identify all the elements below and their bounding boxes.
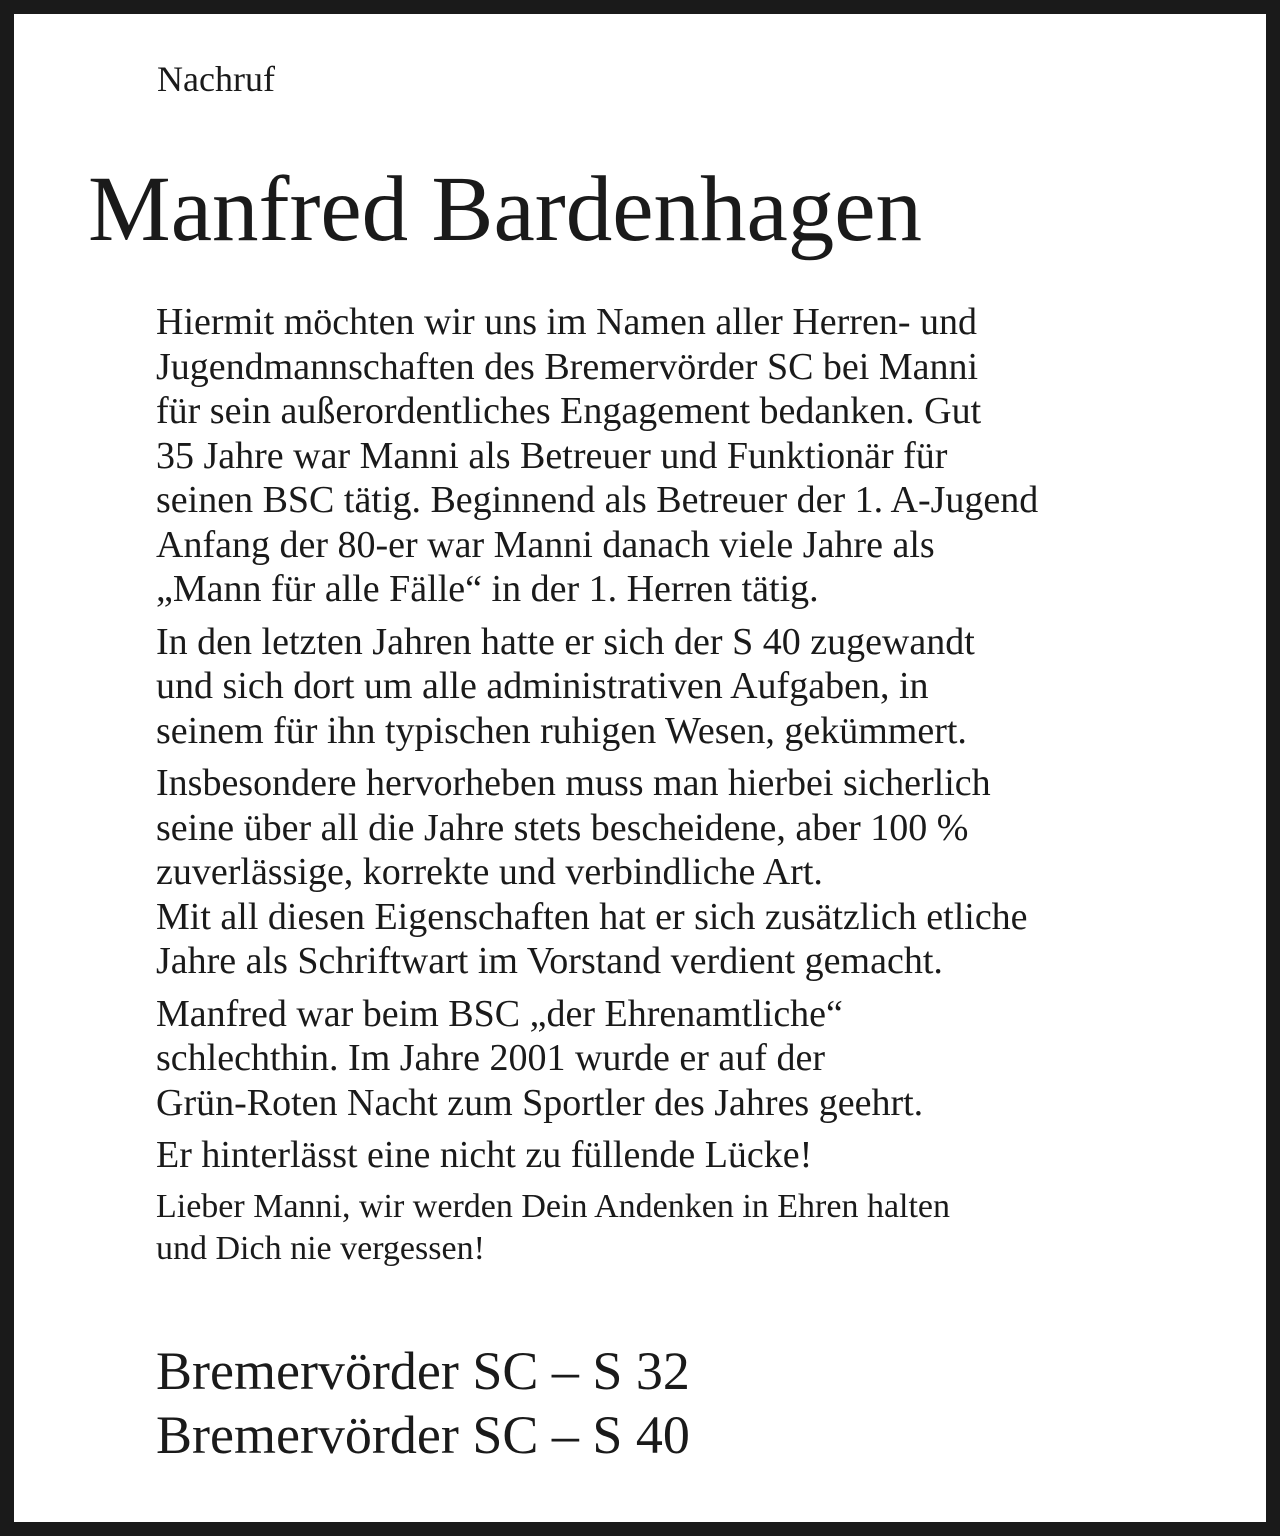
text-line: Lieber Manni, wir werden Dein Andenken in Ehren halten <box>156 1187 951 1225</box>
text-line: Er hinterlässt eine nicht zu füllende Lücke! <box>156 1134 813 1176</box>
text-line: In den letzten Jahren hatte er sich der S 40 zugewandt <box>156 620 975 663</box>
text-line: seine über all die Jahre stets bescheidene, aber 100 % <box>156 806 969 849</box>
text-line: Grün-Roten Nacht zum Sportler des Jahres geehrt. <box>156 1081 924 1124</box>
text-line: schlechthin. Im Jahre 2001 wurde er auf der <box>156 1037 825 1079</box>
signature-line: Bremervörder SC – S 40 <box>156 1405 690 1465</box>
text-line: und sich dort um alle administrativen Aufgaben, in <box>156 665 929 707</box>
deceased-name: Manfred Bardenhagen <box>88 158 923 261</box>
text-line: Jugendmannschaften des Bremervörder SC bei Manni <box>156 345 979 388</box>
text-line: Manfred war beim BSC „der Ehrenamtliche“ <box>156 992 843 1035</box>
text-line: Insbesondere hervorheben muss man hierbei sicherlich <box>156 762 991 804</box>
notice-heading: Nachruf <box>157 59 275 99</box>
obituary-text <box>156 300 1256 1270</box>
text-line: zuverlässige, korrekte und verbindliche Art. <box>156 851 823 893</box>
paragraph-farewell <box>156 1186 1256 1270</box>
text-line: Mit all diesen Eigenschaften hat er sich zusätzlich etliche <box>156 895 1028 938</box>
paragraph-s40 <box>156 620 1256 754</box>
text-line: „Mann für alle Fälle“ in der 1. Herren tätig. <box>156 568 819 610</box>
text-line: und Dich nie vergessen! <box>156 1229 485 1267</box>
signature-line: Bremervörder SC – S 32 <box>156 1341 690 1401</box>
paragraph-tribute <box>156 300 1256 612</box>
signature-block <box>156 1339 690 1467</box>
text-line: 35 Jahre war Manni als Betreuer und Funktionär für <box>156 434 948 477</box>
text-line: Anfang der 80-er war Manni danach viele Jahre als <box>156 523 935 566</box>
text-line: Hiermit möchten wir uns im Namen aller Herren- und <box>156 301 977 343</box>
text-line: für sein außerordentliches Engagement bedanken. Gut <box>156 390 982 432</box>
paragraph-character <box>156 761 1256 895</box>
text-line: Jahre als Schriftwart im Vorstand verdient gemacht. <box>156 940 943 982</box>
text-line: seinen BSC tätig. Beginnend als Betreuer der 1. A-Jugend <box>156 479 1039 521</box>
text-line: seinem für ihn typischen ruhigen Wesen, gekümmert. <box>156 709 967 752</box>
paragraph-honor <box>156 992 1256 1126</box>
paragraph-schriftwart <box>156 895 1256 984</box>
paragraph-loss <box>156 1133 1256 1178</box>
